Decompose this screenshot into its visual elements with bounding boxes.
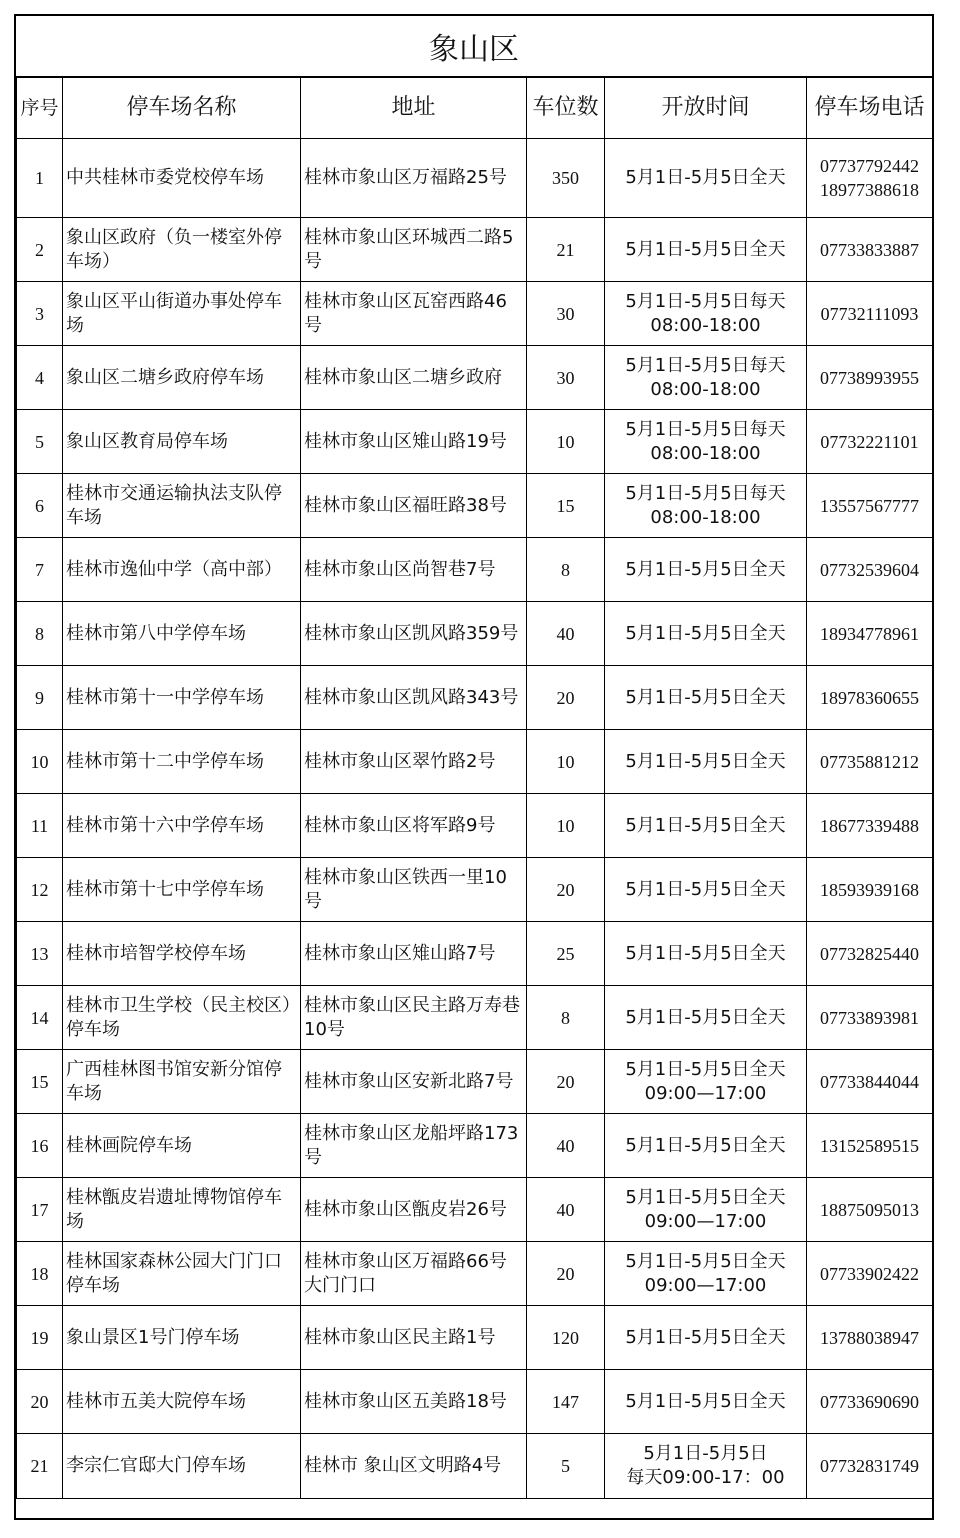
phone-cell xyxy=(807,1434,933,1499)
open-time-line: 5月1日-5月5日 xyxy=(643,1443,768,1464)
open-time-cell xyxy=(605,666,807,730)
open-time-line: 5月1日-5月5日全天 xyxy=(625,238,786,260)
parking-name-cell: 桂林市交通运输执法支队停车场 xyxy=(63,474,301,538)
open-time-cell xyxy=(605,346,807,410)
open-time-line: 5月1日-5月5日全天 xyxy=(625,1390,786,1412)
open-time-line: 5月1日-5月5日全天 xyxy=(625,750,786,772)
row-no-cell: 9 xyxy=(17,666,63,730)
header-phone: 停车场电话 xyxy=(807,77,933,139)
open-time-line: 08:00-18:00 xyxy=(650,314,761,336)
parking-name-cell: 桂林市五美大院停车场 xyxy=(63,1370,301,1434)
address-cell: 桂林市象山区万福路25号 xyxy=(301,139,527,218)
open-time-line: 5月1日-5月5日全天 xyxy=(625,686,786,708)
spaces-cell: 20 xyxy=(527,1242,605,1306)
spaces-cell: 10 xyxy=(527,730,605,794)
row-no-cell: 15 xyxy=(17,1050,63,1114)
phone-cell xyxy=(807,282,933,346)
parking-name-cell: 桂林国家森林公园大门门口停车场 xyxy=(63,1242,301,1306)
phone-number: 07732111093 xyxy=(820,303,919,324)
parking-name-cell: 桂林市第十六中学停车场 xyxy=(63,794,301,858)
parking-name-cell: 中共桂林市委党校停车场 xyxy=(63,139,301,218)
open-time-cell xyxy=(605,139,807,218)
open-time-cell xyxy=(605,986,807,1050)
open-time-cell xyxy=(605,410,807,474)
phone-number: 13557567777 xyxy=(820,495,919,516)
open-time-cell xyxy=(605,1114,807,1178)
open-time-line: 5月1日-5月5日全天 xyxy=(625,1058,786,1080)
phone-number: 18593939168 xyxy=(820,879,919,900)
table-row xyxy=(17,602,933,666)
address-cell: 桂林市象山区五美路18号 xyxy=(301,1370,527,1434)
table-row xyxy=(17,538,933,602)
open-time-line: 5月1日-5月5日全天 xyxy=(625,814,786,836)
open-time-cell xyxy=(605,1178,807,1242)
address-cell: 桂林市象山区雉山路19号 xyxy=(301,410,527,474)
open-time-line: 09:00—17:00 xyxy=(644,1274,767,1296)
phone-number: 07733902422 xyxy=(820,1263,919,1284)
parking-name-cell: 桂林市卫生学校（民主校区）停车场 xyxy=(63,986,301,1050)
open-time-line: 5月1日-5月5日全天 xyxy=(625,878,786,900)
phone-cell xyxy=(807,794,933,858)
open-time-line: 5月1日-5月5日全天 xyxy=(625,167,786,188)
open-time-cell xyxy=(605,730,807,794)
phone-cell xyxy=(807,602,933,666)
open-time-cell xyxy=(605,218,807,282)
row-no-cell: 20 xyxy=(17,1370,63,1434)
phone-cell xyxy=(807,986,933,1050)
phone-number: 07738993955 xyxy=(820,367,919,388)
parking-table xyxy=(16,76,933,1499)
parking-name-cell: 桂林市第十七中学停车场 xyxy=(63,858,301,922)
parking-name-cell: 桂林画院停车场 xyxy=(63,1114,301,1178)
table-body xyxy=(17,139,933,1499)
parking-name-cell: 象山区政府（负一楼室外停车场） xyxy=(63,218,301,282)
parking-name-cell: 广西桂林图书馆安新分馆停车场 xyxy=(63,1050,301,1114)
address-cell: 桂林市象山区凯风路359号 xyxy=(301,602,527,666)
district-title: 象山区 xyxy=(16,16,932,78)
spaces-cell: 15 xyxy=(527,474,605,538)
phone-number: 18875095013 xyxy=(820,1199,919,1220)
parking-name-cell: 象山区教育局停车场 xyxy=(63,410,301,474)
open-time-line: 08:00-18:00 xyxy=(650,442,761,464)
phone-cell xyxy=(807,218,933,282)
spaces-cell: 20 xyxy=(527,858,605,922)
parking-name-cell: 象山景区1号门停车场 xyxy=(63,1306,301,1370)
address-cell: 桂林市象山区安新北路7号 xyxy=(301,1050,527,1114)
header-open-time: 开放时间 xyxy=(605,77,807,139)
phone-number: 07737792442 xyxy=(820,156,919,176)
address-cell: 桂林市象山区雉山路7号 xyxy=(301,922,527,986)
table-row xyxy=(17,1050,933,1114)
phone-number: 18978360655 xyxy=(820,687,919,708)
row-no-cell: 8 xyxy=(17,602,63,666)
phone-number: 18677339488 xyxy=(820,815,919,836)
table-row xyxy=(17,794,933,858)
table-row xyxy=(17,346,933,410)
open-time-cell xyxy=(605,1434,807,1499)
phone-cell xyxy=(807,1114,933,1178)
row-no-cell: 19 xyxy=(17,1306,63,1370)
parking-name-cell: 桂林甑皮岩遗址博物馆停车场 xyxy=(63,1178,301,1242)
row-no-cell: 4 xyxy=(17,346,63,410)
spaces-cell: 10 xyxy=(527,794,605,858)
phone-number: 07732221101 xyxy=(820,431,919,452)
phone-number: 18977388618 xyxy=(820,180,919,200)
header-no: 序号 xyxy=(17,77,63,139)
row-no-cell: 10 xyxy=(17,730,63,794)
row-no-cell: 3 xyxy=(17,282,63,346)
row-no-cell: 17 xyxy=(17,1178,63,1242)
address-cell: 桂林市象山区民主路万寿巷10号 xyxy=(301,986,527,1050)
open-time-line: 5月1日-5月5日全天 xyxy=(625,558,786,580)
parking-name-cell: 象山区平山街道办事处停车场 xyxy=(63,282,301,346)
phone-cell xyxy=(807,1050,933,1114)
open-time-cell xyxy=(605,602,807,666)
row-no-cell: 6 xyxy=(17,474,63,538)
spaces-cell: 20 xyxy=(527,1050,605,1114)
spaces-cell: 5 xyxy=(527,1434,605,1499)
header-spaces: 车位数 xyxy=(527,77,605,139)
header-name: 停车场名称 xyxy=(63,77,301,139)
phone-number: 07733893981 xyxy=(820,1007,919,1028)
header-address: 地址 xyxy=(301,77,527,139)
address-cell: 桂林市象山区万福路66号大门门口 xyxy=(301,1242,527,1306)
table-row xyxy=(17,1114,933,1178)
address-cell: 桂林市象山区瓦窑西路46号 xyxy=(301,282,527,346)
open-time-cell xyxy=(605,474,807,538)
phone-number: 07733844044 xyxy=(820,1071,919,1092)
phone-cell xyxy=(807,730,933,794)
phone-cell xyxy=(807,1370,933,1434)
phone-number: 13788038947 xyxy=(820,1327,919,1348)
parking-name-cell: 桂林市逸仙中学（高中部） xyxy=(63,538,301,602)
address-cell: 桂林市象山区福旺路38号 xyxy=(301,474,527,538)
table-header-row xyxy=(17,77,933,139)
open-time-cell xyxy=(605,1306,807,1370)
address-cell: 桂林市象山区尚智巷7号 xyxy=(301,538,527,602)
table-row xyxy=(17,730,933,794)
spaces-cell: 20 xyxy=(527,666,605,730)
open-time-line: 5月1日-5月5日每天 xyxy=(625,418,786,440)
row-no-cell: 5 xyxy=(17,410,63,474)
row-no-cell: 14 xyxy=(17,986,63,1050)
spaces-cell: 120 xyxy=(527,1306,605,1370)
table-row xyxy=(17,139,933,218)
spaces-cell: 40 xyxy=(527,1178,605,1242)
address-cell: 桂林市象山区铁西一里10号 xyxy=(301,858,527,922)
address-cell: 桂林市象山区环城西二路5号 xyxy=(301,218,527,282)
spaces-cell: 350 xyxy=(527,139,605,218)
phone-number: 07733690690 xyxy=(820,1391,919,1412)
phone-cell xyxy=(807,474,933,538)
spaces-cell: 30 xyxy=(527,282,605,346)
parking-name-cell: 象山区二塘乡政府停车场 xyxy=(63,346,301,410)
phone-cell xyxy=(807,346,933,410)
phone-cell xyxy=(807,1306,933,1370)
parking-name-cell: 桂林市第八中学停车场 xyxy=(63,602,301,666)
row-no-cell: 13 xyxy=(17,922,63,986)
address-cell: 桂林市象山区二塘乡政府 xyxy=(301,346,527,410)
parking-name-cell: 桂林市培智学校停车场 xyxy=(63,922,301,986)
open-time-line: 5月1日-5月5日全天 xyxy=(625,1186,786,1208)
spaces-cell: 8 xyxy=(527,538,605,602)
parking-name-cell: 桂林市第十一中学停车场 xyxy=(63,666,301,730)
phone-number: 13152589515 xyxy=(820,1135,919,1156)
open-time-cell xyxy=(605,538,807,602)
address-cell: 桂林市象山区龙船坪路173号 xyxy=(301,1114,527,1178)
phone-cell xyxy=(807,139,933,218)
open-time-cell xyxy=(605,1242,807,1306)
table-row xyxy=(17,666,933,730)
open-time-cell xyxy=(605,1050,807,1114)
open-time-line: 5月1日-5月5日全天 xyxy=(625,1134,786,1156)
spaces-cell: 40 xyxy=(527,602,605,666)
open-time-cell xyxy=(605,922,807,986)
table-row xyxy=(17,410,933,474)
phone-number: 07732539604 xyxy=(820,559,919,580)
phone-number: 07733833887 xyxy=(820,239,919,260)
address-cell: 桂林市象山区甑皮岩26号 xyxy=(301,1178,527,1242)
open-time-line: 09:00—17:00 xyxy=(644,1210,767,1232)
phone-cell xyxy=(807,538,933,602)
open-time-line: 09:00—17:00 xyxy=(644,1082,767,1104)
phone-number: 07735881212 xyxy=(820,751,919,772)
row-no-cell: 21 xyxy=(17,1434,63,1499)
row-no-cell: 7 xyxy=(17,538,63,602)
table-row xyxy=(17,282,933,346)
table-row xyxy=(17,986,933,1050)
row-no-cell: 1 xyxy=(17,139,63,218)
spaces-cell: 21 xyxy=(527,218,605,282)
open-time-line: 5月1日-5月5日全天 xyxy=(625,1006,786,1028)
open-time-line: 08:00-18:00 xyxy=(650,378,761,400)
table-row xyxy=(17,858,933,922)
spaces-cell: 40 xyxy=(527,1114,605,1178)
open-time-line: 5月1日-5月5日每天 xyxy=(625,482,786,504)
open-time-line: 08:00-18:00 xyxy=(650,506,761,528)
row-no-cell: 11 xyxy=(17,794,63,858)
phone-cell xyxy=(807,666,933,730)
open-time-line: 5月1日-5月5日每天 xyxy=(625,354,786,376)
table-row xyxy=(17,1306,933,1370)
phone-cell xyxy=(807,858,933,922)
table-row xyxy=(17,922,933,986)
spaces-cell: 10 xyxy=(527,410,605,474)
table-row xyxy=(17,1242,933,1306)
open-time-line: 5月1日-5月5日全天 xyxy=(625,1250,786,1272)
phone-cell xyxy=(807,1242,933,1306)
open-time-line: 5月1日-5月5日全天 xyxy=(625,1326,786,1348)
phone-cell xyxy=(807,410,933,474)
table-row xyxy=(17,474,933,538)
parking-name-cell: 桂林市第十二中学停车场 xyxy=(63,730,301,794)
open-time-cell xyxy=(605,282,807,346)
phone-number: 07732831749 xyxy=(820,1456,919,1476)
address-cell: 桂林市象山区将军路9号 xyxy=(301,794,527,858)
row-no-cell: 2 xyxy=(17,218,63,282)
open-time-line: 5月1日-5月5日每天 xyxy=(625,290,786,312)
open-time-cell xyxy=(605,1370,807,1434)
spaces-cell: 8 xyxy=(527,986,605,1050)
address-cell: 桂林市 象山区文明路4号 xyxy=(301,1434,527,1499)
spaces-cell: 30 xyxy=(527,346,605,410)
open-time-cell xyxy=(605,858,807,922)
row-no-cell: 12 xyxy=(17,858,63,922)
open-time-cell xyxy=(605,794,807,858)
phone-cell xyxy=(807,922,933,986)
spaces-cell: 25 xyxy=(527,922,605,986)
phone-number: 18934778961 xyxy=(820,623,919,644)
row-no-cell: 18 xyxy=(17,1242,63,1306)
address-cell: 桂林市象山区凯风路343号 xyxy=(301,666,527,730)
address-cell: 桂林市象山区民主路1号 xyxy=(301,1306,527,1370)
address-cell: 桂林市象山区翠竹路2号 xyxy=(301,730,527,794)
spaces-cell: 147 xyxy=(527,1370,605,1434)
phone-number: 07732825440 xyxy=(820,943,919,964)
table-row xyxy=(17,218,933,282)
table-row xyxy=(17,1370,933,1434)
parking-name-cell: 李宗仁官邸大门停车场 xyxy=(63,1434,301,1499)
phone-cell xyxy=(807,1178,933,1242)
open-time-line: 5月1日-5月5日全天 xyxy=(625,622,786,644)
open-time-line: 5月1日-5月5日全天 xyxy=(625,942,786,964)
row-no-cell: 16 xyxy=(17,1114,63,1178)
table-row xyxy=(17,1178,933,1242)
parking-table-sheet xyxy=(14,14,934,1520)
open-time-line: 每天09:00-17：00 xyxy=(626,1467,785,1488)
table-row xyxy=(17,1434,933,1499)
